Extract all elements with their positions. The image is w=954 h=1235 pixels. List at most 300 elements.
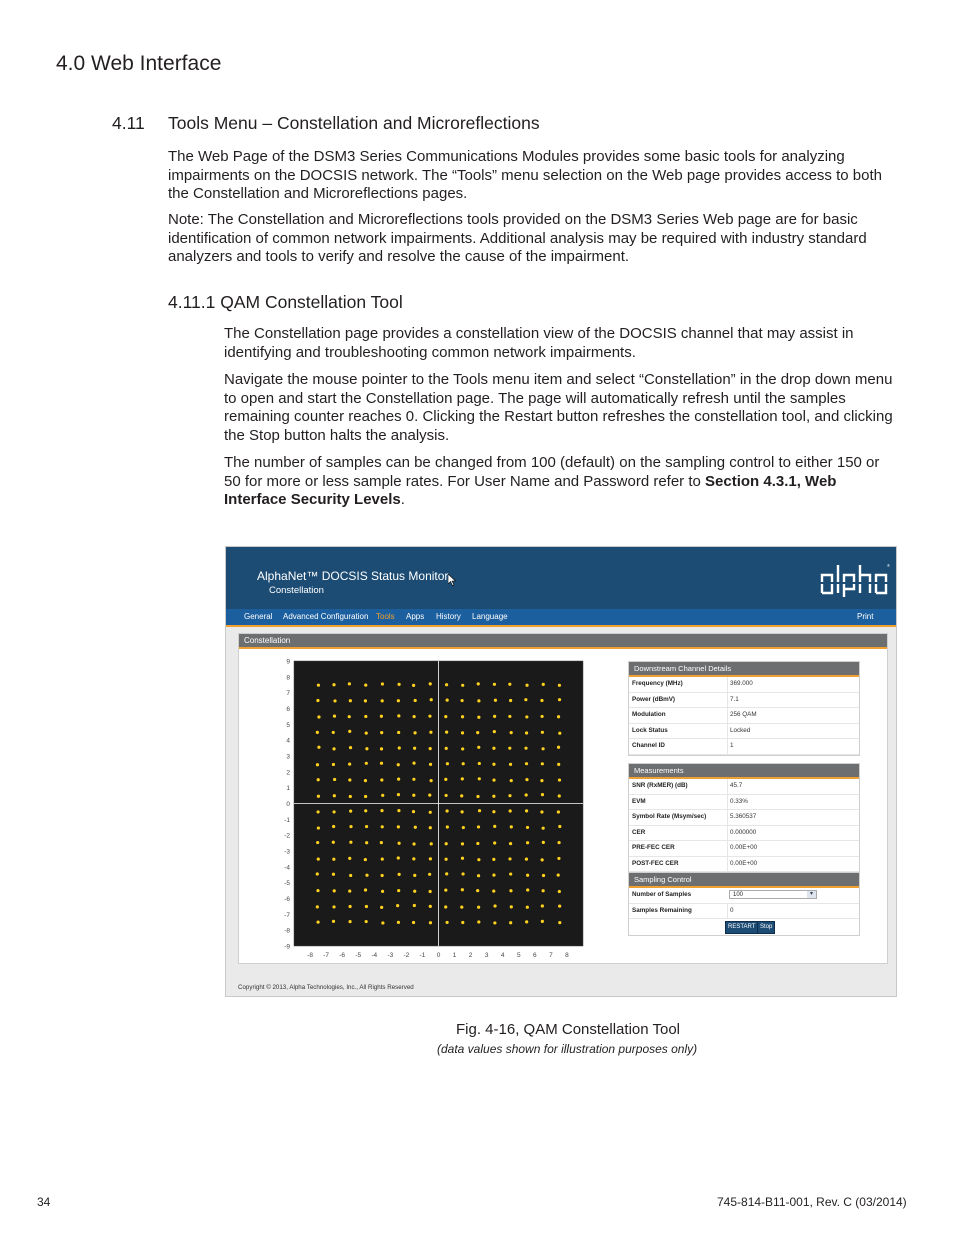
constellation-point [364, 779, 367, 782]
measurement-value: 5.360537 [727, 810, 859, 825]
constellation-point [429, 747, 432, 750]
constellation-point [414, 826, 417, 829]
constellation-point [316, 810, 319, 813]
constellation-point [317, 826, 320, 829]
constellation-point [365, 732, 368, 735]
section-title: Tools Menu – Constellation and Microreflections [168, 113, 540, 133]
constellation-point [509, 921, 512, 924]
constellation-point [316, 763, 319, 766]
constellation-point [413, 731, 416, 734]
constellation-point [365, 920, 368, 923]
constellation-point [557, 873, 560, 876]
constellation-point [348, 920, 351, 923]
security-levels-reference[interactable]: Section 4.3.1, Web Interface Security Levels [224, 472, 837, 508]
constellation-point [348, 857, 351, 860]
constellation-point [430, 698, 433, 701]
y-tick-label: -7 [284, 911, 290, 919]
y-tick-label: 9 [286, 658, 290, 666]
constellation-point [398, 746, 401, 749]
y-tick-label: 0 [286, 801, 290, 808]
constellation-point [429, 811, 432, 814]
constellation-point [397, 731, 400, 734]
constellation-point [460, 794, 463, 797]
doc-number: 745-814-B11-001, Rev. C (03/2014) [717, 1195, 907, 1209]
constellation-point [557, 810, 560, 813]
x-tick-label: 5 [516, 952, 521, 959]
constellation-point [397, 809, 400, 812]
constellation-point [558, 698, 561, 701]
constellation-point [397, 714, 400, 717]
constellation-point [381, 825, 384, 828]
constellation-point [412, 921, 415, 924]
constellation-point [461, 731, 464, 734]
constellation-point [381, 921, 384, 924]
constellation-point [397, 825, 400, 828]
constellation-point [525, 715, 528, 718]
stop-button[interactable]: Stop [757, 921, 775, 934]
subsection-paragraph-1: The Constellation page provides a constellation view of the DOCSIS channel that may assist in identifying and troubleshooting common network impairments. [224, 325, 854, 361]
x-tick-label: -1 [419, 952, 426, 959]
constellation-point [333, 699, 336, 702]
x-tick-label: 0 [436, 952, 441, 959]
section-heading [112, 113, 540, 134]
constellation-point [558, 732, 561, 735]
constellation-point [397, 889, 400, 892]
nav-general[interactable]: General [244, 612, 273, 621]
constellation-point [349, 795, 352, 798]
constellation-point [397, 778, 400, 781]
constellation-point [413, 715, 416, 718]
constellation-point [558, 825, 561, 828]
constellation-point [526, 841, 529, 844]
constellation-point [413, 890, 416, 893]
constellation-point [316, 731, 319, 734]
constellation-point [558, 890, 561, 893]
downstream-row [629, 677, 859, 693]
constellation-point [412, 794, 415, 797]
constellation-point [493, 825, 496, 828]
measurement-row [629, 841, 859, 857]
y-tick-label: -4 [284, 864, 290, 872]
x-tick-label: -2 [403, 952, 410, 959]
constellation-point [526, 826, 529, 829]
measurement-label: PRE-FEC CER [632, 844, 675, 851]
constellation-point [348, 715, 351, 718]
constellation-point [509, 872, 512, 875]
constellation-point [381, 682, 384, 685]
constellation-point [445, 747, 448, 750]
constellation-point [413, 874, 416, 877]
constellation-point [510, 905, 513, 908]
constellation-point [558, 905, 561, 908]
constellation-point [365, 874, 368, 877]
constellation-point [348, 682, 351, 685]
constellation-point [317, 795, 320, 798]
y-tick-label: -6 [284, 896, 290, 903]
constellation-point [460, 810, 463, 813]
constellation-point [477, 906, 480, 909]
constellation-point [525, 793, 528, 796]
constellation-point [429, 731, 432, 734]
downstream-label: Modulation [632, 711, 666, 718]
y-tick-label: 2 [286, 769, 290, 777]
constellation-point [349, 810, 352, 813]
chevron-down-icon[interactable]: ▾ [807, 891, 816, 898]
constellation-point [429, 905, 432, 908]
constellation-point [525, 778, 528, 781]
constellation-point [381, 857, 384, 860]
constellation-point [413, 747, 416, 750]
constellation-point [333, 889, 336, 892]
constellation-point [493, 904, 496, 907]
x-tick-label: -6 [339, 952, 346, 959]
constellation-point [492, 778, 495, 781]
constellation-point [445, 683, 448, 686]
constellation-point [558, 794, 561, 797]
constellation-point [446, 825, 449, 828]
samples-label: Number of Samples [632, 891, 692, 898]
constellation-point [492, 795, 495, 798]
constellation-point [492, 858, 495, 861]
samples-select[interactable] [729, 890, 817, 899]
constellation-point [541, 858, 544, 861]
svg-text:®: ® [887, 563, 890, 568]
chapter-title: 4.0 Web Interface [56, 52, 222, 75]
constellation-point [525, 684, 528, 687]
constellation-point [445, 872, 448, 875]
constellation-point [508, 715, 511, 718]
constellation-point [348, 763, 351, 766]
constellation-point [348, 889, 351, 892]
constellation-point [444, 858, 447, 861]
constellation-point [428, 715, 431, 718]
measurement-row [629, 795, 859, 811]
constellation-point [381, 794, 384, 797]
measurement-row [629, 826, 859, 842]
constellation-point [509, 809, 512, 812]
constellation-point [461, 888, 464, 891]
app-header [226, 547, 897, 609]
x-tick-label: 1 [452, 952, 457, 959]
constellation-point [510, 779, 513, 782]
constellation-point [332, 920, 335, 923]
constellation-point [476, 795, 479, 798]
constellation-point [557, 763, 560, 766]
downstream-value: 256 QAM [727, 708, 859, 723]
y-tick-label: 5 [286, 721, 290, 729]
constellation-chart [268, 655, 584, 960]
constellation-point [492, 810, 495, 813]
constellation-point [446, 921, 449, 924]
remaining-value: 0 [727, 904, 859, 919]
constellation-point [446, 699, 449, 702]
constellation-point [430, 842, 433, 845]
constellation-point [429, 857, 432, 860]
constellation-point [541, 762, 544, 765]
constellation-point [477, 682, 480, 685]
figure-caption: Fig. 4-16, QAM Constellation Tool [456, 1021, 680, 1038]
x-tick-label: 4 [500, 952, 505, 959]
constellation-point [429, 826, 432, 829]
constellation-point [445, 809, 448, 812]
subsection-paragraph-2: Navigate the mouse pointer to the Tools menu item and select “Constellation” in the drop down menu to open and start the Constellation page. The page will automatically refresh until the samples remaining counter reaches 0. Clicking the Restart button refreshes the constellation tool, and clicking the Stop button halts the analysis. [224, 371, 893, 444]
constellation-point [477, 825, 480, 828]
print-link[interactable]: Print [857, 612, 874, 621]
constellation-point [444, 715, 447, 718]
constellation-point [493, 730, 496, 733]
constellation-point [380, 747, 383, 750]
constellation-point [317, 778, 320, 781]
constellation-point [461, 747, 464, 750]
nav-apps[interactable]: Apps [406, 612, 425, 621]
constellation-point [540, 779, 543, 782]
constellation-point [462, 762, 465, 765]
constellation-point [349, 874, 352, 877]
downstream-label: Frequency (MHz) [632, 680, 683, 687]
constellation-point [414, 699, 417, 702]
constellation-point [365, 841, 368, 844]
constellation-point [541, 904, 544, 907]
nav-advanced-configuration[interactable]: Advanced Configuration [283, 612, 369, 621]
y-tick-label: 6 [286, 706, 290, 713]
y-tick-label: -2 [284, 832, 290, 840]
y-tick-label: 8 [286, 674, 290, 682]
constellation-point [557, 841, 560, 844]
constellation-point [461, 715, 464, 718]
constellation-point [332, 731, 335, 734]
constellation-point [478, 809, 481, 812]
restart-button[interactable]: RESTART [725, 921, 758, 934]
constellation-point [509, 699, 512, 702]
y-tick-label: 1 [286, 785, 290, 793]
measurement-value: 0.00E+00 [727, 857, 859, 872]
constellation-point [558, 921, 561, 924]
constellation-point [492, 747, 495, 750]
constellation-point [558, 778, 561, 781]
constellation-point [332, 747, 335, 750]
constellation-point [364, 795, 367, 798]
downstream-title: Downstream Channel Details [629, 662, 859, 677]
constellation-point [364, 858, 367, 861]
constellation-point [413, 904, 416, 907]
constellation-point [317, 857, 320, 860]
constellation-point [316, 872, 319, 875]
section-number: 4.11 [112, 113, 145, 133]
constellation-point [333, 778, 336, 781]
constellation-point [348, 778, 351, 781]
measurement-value: 0.000000 [727, 826, 859, 841]
constellation-point [364, 809, 367, 812]
app-subtitle: Constellation [269, 585, 324, 596]
constellation-point [477, 920, 480, 923]
constellation-point [429, 763, 432, 766]
app-title: AlphaNet™ DOCSIS Status Monitor [257, 569, 449, 583]
x-tick-label: -3 [387, 952, 394, 959]
constellation-point [493, 921, 496, 924]
constellation-point [412, 778, 415, 781]
constellation-point [508, 857, 511, 860]
nav-history[interactable]: History [436, 612, 461, 621]
constellation-point [525, 809, 528, 812]
constellation-point [510, 731, 513, 734]
constellation-point [557, 857, 560, 860]
x-tick-label: -4 [371, 952, 378, 959]
constellation-point [542, 827, 545, 830]
constellation-point [462, 826, 465, 829]
x-tick-label: 8 [565, 952, 569, 959]
constellation-point [461, 857, 464, 860]
constellation-point [380, 841, 383, 844]
constellation-point [542, 874, 545, 877]
measurement-label: POST-FEC CER [632, 859, 679, 867]
page-number: 34 [37, 1195, 51, 1209]
constellation-point [317, 746, 320, 749]
sampling-control-box [628, 872, 860, 936]
constellation-point [348, 905, 351, 908]
constellation-point [526, 888, 529, 891]
y-tick-label: 3 [286, 753, 290, 761]
constellation-point [397, 793, 400, 796]
constellation-point [526, 906, 529, 909]
constellation-point [557, 715, 560, 718]
constellation-point [461, 921, 464, 924]
constellation-point [397, 921, 400, 924]
constellation-point [412, 684, 415, 687]
measurement-label: EVM [632, 797, 646, 805]
downstream-label: Power (dBmV) [632, 695, 676, 703]
constellation-point [349, 699, 352, 702]
copyright: Copyright © 2013, Alpha Technologies, Inc., All Rights Reserved [238, 984, 414, 991]
constellation-point [540, 715, 543, 718]
constellation-point [542, 683, 545, 686]
constellation-point [365, 762, 368, 765]
nav-bar [226, 609, 897, 627]
downstream-details-box [628, 661, 860, 756]
constellation-point [364, 684, 367, 687]
constellation-point [540, 810, 543, 813]
constellation-point [542, 841, 545, 844]
measurement-row [629, 779, 859, 795]
constellation-point [333, 794, 336, 797]
x-tick-label: 7 [549, 952, 553, 959]
constellation-point [526, 874, 529, 877]
x-tick-label: -7 [323, 952, 330, 959]
remaining-row [629, 904, 859, 920]
constellation-point [525, 731, 528, 734]
constellation-point [477, 716, 480, 719]
constellation-point [541, 920, 544, 923]
mouse-pointer-icon [448, 574, 456, 586]
constellation-point [396, 904, 399, 907]
constellation-point [397, 763, 400, 766]
constellation-point [380, 715, 383, 718]
constellation-point [444, 905, 447, 908]
constellation-point [316, 905, 319, 908]
constellation-point [381, 890, 384, 893]
constellation-point [525, 920, 528, 923]
constellation-point [477, 858, 480, 861]
constellation-point [492, 763, 495, 766]
downstream-row [629, 693, 859, 709]
constellation-point [364, 715, 367, 718]
constellation-point [476, 842, 479, 845]
constellation-point [333, 715, 336, 718]
measurement-row [629, 810, 859, 826]
downstream-row [629, 708, 859, 724]
constellation-point [428, 873, 431, 876]
constellation-point [493, 683, 496, 686]
constellation-point [476, 731, 479, 734]
y-tick-label: -1 [284, 816, 290, 824]
nav-tools[interactable]: Tools [376, 612, 395, 621]
constellation-point [397, 683, 400, 686]
constellation-point [478, 762, 481, 765]
constellation-point [332, 683, 335, 686]
constellation-point [493, 841, 496, 844]
constellation-point [460, 905, 463, 908]
constellation-point [349, 825, 352, 828]
remaining-label: Samples Remaining [632, 906, 692, 914]
constellation-point [509, 763, 512, 766]
constellation-point [492, 873, 495, 876]
constellation-point [557, 746, 560, 749]
figure-note: (data values shown for illustration purposes only) [437, 1042, 698, 1056]
constellation-point [430, 779, 433, 782]
constellation-point [492, 889, 495, 892]
constellation-point [493, 715, 496, 718]
downstream-row [629, 739, 859, 755]
measurements-box [628, 763, 860, 873]
constellation-screenshot [225, 546, 897, 997]
constellation-point [412, 762, 415, 765]
x-tick-label: 6 [533, 952, 537, 959]
x-tick-label: 3 [484, 952, 489, 959]
nav-language[interactable]: Language [472, 612, 508, 621]
constellation-point [509, 889, 512, 892]
constellation-point [317, 715, 320, 718]
constellation-point [461, 842, 464, 845]
constellation-point [332, 825, 335, 828]
downstream-value: Locked [727, 724, 859, 739]
constellation-point [476, 889, 479, 892]
measurement-label: Symbol Rate (Msym/sec) [632, 813, 707, 820]
sampling-title: Sampling Control [629, 873, 859, 888]
subsection-paragraph-3 [224, 454, 896, 510]
samples-row [629, 888, 859, 904]
constellation-point [397, 699, 400, 702]
constellation-point [428, 794, 431, 797]
constellation-point [397, 856, 400, 859]
intro-paragraph: The Web Page of the DSM3 Series Communications Modules provides some basic tools for analyzing impairments on the DOCSIS network. The “Tools” menu selection on the Web page provides access to both the Constellation and Microreflections pages. [168, 148, 882, 202]
y-tick-label: 4 [286, 737, 290, 745]
constellation-point [332, 810, 335, 813]
constellation-point [316, 841, 319, 844]
constellation-point [349, 746, 352, 749]
x-tick-label: -8 [307, 952, 313, 959]
constellation-point [444, 889, 447, 892]
constellation-point [446, 762, 449, 765]
constellation-point [541, 793, 544, 796]
constellation-point [542, 889, 545, 892]
constellation-point [477, 874, 480, 877]
measurement-label: CER [632, 828, 646, 836]
measurement-row [629, 857, 859, 873]
constellation-point [364, 888, 367, 891]
p3-end: . [400, 491, 405, 508]
constellation-point [445, 842, 448, 845]
constellation-point [380, 778, 383, 781]
downstream-label: Lock Status [632, 726, 668, 734]
